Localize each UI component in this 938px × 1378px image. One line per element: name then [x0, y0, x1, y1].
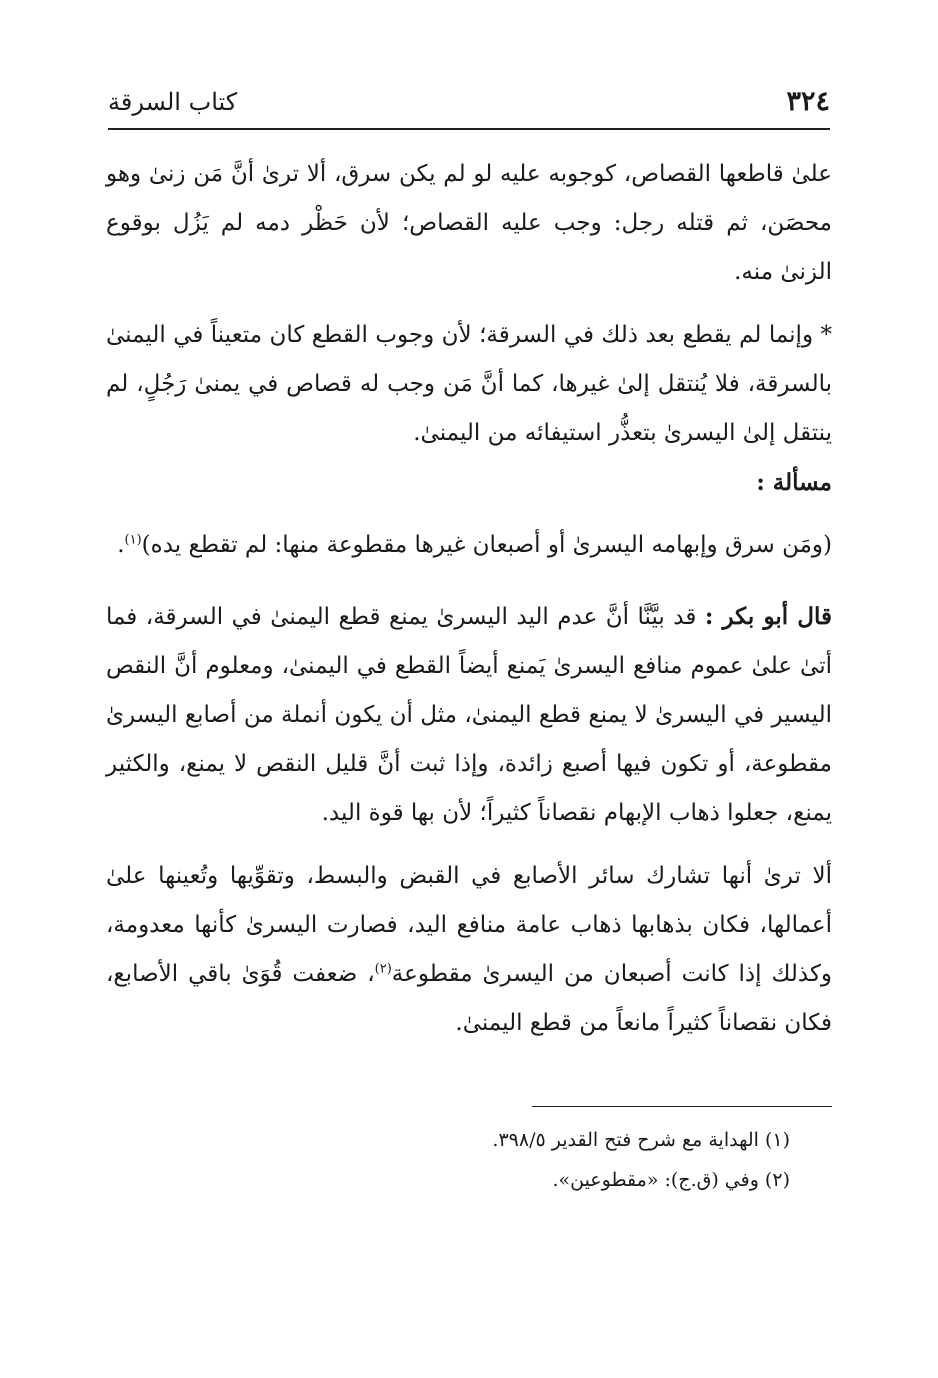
footnote-ref-2: (٢) [374, 961, 392, 977]
paragraph-1: علىٰ قاطعها القصاص، كوجوبه عليه لو لم يكن سرق، ألا ترىٰ أنَّ مَن زنىٰ وهو محصَن، ثم قتله رجل: وجب عليه القصاص؛ لأن حَظْر دمه لم يَزُل بوقوع الزنىٰ منه. [106, 161, 832, 285]
speaker-lead: قال أبو بكر : [704, 603, 832, 630]
paragraph-4 [106, 592, 832, 838]
paragraph-5 [106, 852, 832, 1048]
running-title: كتاب السرقة [108, 88, 238, 116]
paragraph-3 [106, 521, 832, 570]
main-text [106, 150, 832, 1048]
footnote-ref-1: (١) [124, 532, 142, 548]
page-number: ٣٢٤ [786, 86, 830, 117]
page-header [108, 78, 830, 130]
footnote-1: (١) الهداية مع شرح فتح القدير ٣٩٨/٥. [492, 1129, 790, 1151]
paragraph-3-end: . [117, 532, 125, 558]
paragraph-5-end: ، ضعفت قُوَىٰ باقي الأصابع، فكان نقصاناً كثيراً مانعاً من قطع اليمنىٰ. [106, 961, 832, 1036]
paragraph-2: * وإنما لم يقطع بعد ذلك في السرقة؛ لأن وجوب القطع كان متعيناً في اليمنىٰ بالسرقة، فلا يُنتقل إلىٰ غيرها، كما أنَّ مَن وجب له قصاص في يمنىٰ رَجُلٍ، لم ينتقل إلىٰ اليسرىٰ بتعذُّر استيفائه من اليمنىٰ. [106, 322, 832, 446]
section-heading: مسألة : [756, 469, 832, 496]
paragraph-5-text: ألا ترىٰ أنها تشارك سائر الأصابع في القبض والبسط، وتقوِّيها وتُعينها علىٰ أعمالها، فكان بذهابها ذهاب عامة منافع اليد، فصارت اليسرىٰ كأنها معدومة، وكذلك إذا كانت أصبعان من اليسرىٰ مقطوعة [106, 863, 833, 987]
footnote-2: (٢) وفي (ق.ج): «مقطوعين». [552, 1169, 790, 1191]
footnotes [106, 1120, 790, 1200]
paragraph-3-text: (ومَن سرق وإبهامه اليسرىٰ أو أصبعان غيرها مقطوعة منها: لم تقطع يده) [141, 532, 832, 558]
footnote-divider [532, 1106, 832, 1107]
paragraph-4-text: قد بيَّنَّا أنَّ عدم اليد اليسرىٰ يمنع قطع اليمنىٰ في السرقة، فما أتىٰ علىٰ عموم منافع اليسرىٰ يَمنع أيضاً القطع في اليمنىٰ، ومعلوم أنَّ النقص اليسير في اليسرىٰ لا يمنع قطع اليمنىٰ، مثل أن يكون أنملة من أصابع اليسرىٰ مقطوعة، أو تكون فيها أصبع زائدة، وإذا ثبت أنَّ قليل النقص لا يمنع، والكثير يمنع، جعلوا ذهاب الإبهام نقصاناً كثيراً؛ لأن بها قوة اليد. [106, 604, 832, 826]
